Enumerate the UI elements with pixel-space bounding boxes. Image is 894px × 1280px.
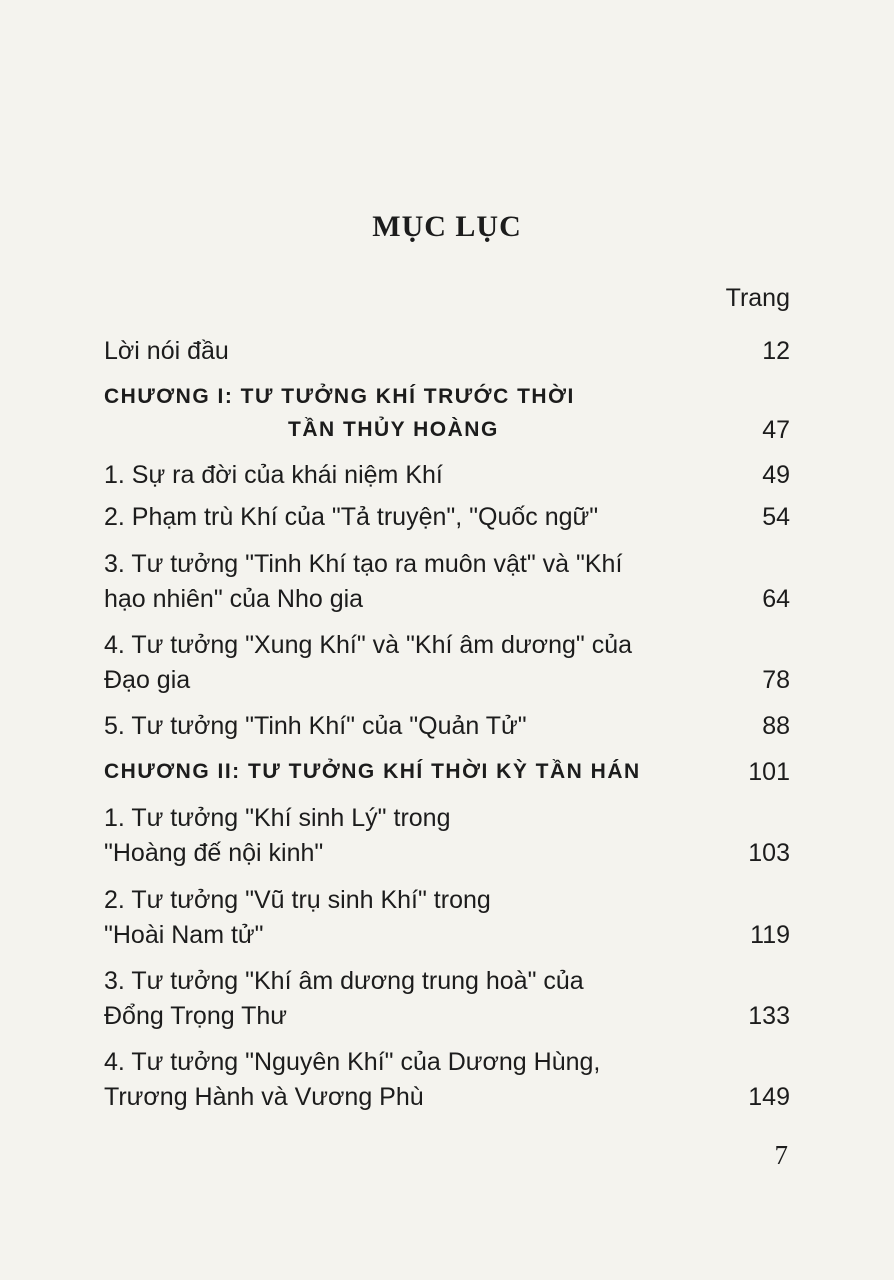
toc-entry-page: 47	[762, 416, 790, 444]
toc-entry	[104, 628, 790, 662]
toc-entry-text: Lời nói đầu	[104, 337, 229, 365]
toc-entry	[104, 547, 790, 581]
toc-entry-text: 2. Tư tưởng "Vũ trụ sinh Khí" trong	[104, 886, 491, 914]
toc-entry-text: 4. Tư tưởng "Xung Khí" và "Khí âm dương" của	[104, 631, 633, 659]
toc-entry-page: 54	[762, 503, 790, 531]
toc-chapter-heading	[104, 413, 790, 447]
toc-entry-page: 119	[750, 921, 790, 949]
toc-entry-text: 4. Tư tưởng "Nguyên Khí" của Dương Hùng,	[104, 1048, 601, 1076]
toc-entry-text: 5. Tư tưởng "Tinh Khí" của "Quản Tử"	[104, 712, 527, 740]
toc-chapter-heading	[104, 380, 790, 414]
toc-entry-text: hạo nhiên" của Nho gia	[104, 585, 364, 613]
toc-entry-text: 3. Tư tưởng "Tinh Khí tạo ra muôn vật" và "Khí	[104, 550, 623, 578]
toc-entry-text: CHƯƠNG I: TƯ TƯỞNG KHÍ TRƯỚC THỜI	[104, 385, 575, 408]
toc-entry	[104, 999, 790, 1033]
toc-entry	[104, 709, 790, 743]
page-number: 7	[774, 1140, 788, 1170]
toc-entry	[104, 1080, 790, 1114]
toc-entry-text: 2. Phạm trù Khí của "Tả truyện", "Quốc ngữ"	[104, 503, 599, 531]
toc-entry-text: 1. Sự ra đời của khái niệm Khí	[104, 461, 443, 489]
page-title: MỤC LỤC	[372, 210, 522, 243]
toc-entry	[104, 801, 790, 835]
toc-entry	[104, 964, 790, 998]
toc-entry	[104, 334, 790, 368]
page-column-header: Trang	[725, 284, 790, 312]
toc-chapter-heading	[104, 755, 790, 789]
toc-entry	[104, 1045, 790, 1079]
toc-entry-text: 1. Tư tưởng "Khí sinh Lý" trong	[104, 804, 451, 832]
toc-entry-page: 133	[748, 1002, 790, 1030]
toc-entry	[104, 918, 790, 952]
toc-entry	[104, 663, 790, 697]
toc-entry-page: 149	[748, 1083, 790, 1111]
toc-entry-text: 3. Tư tưởng "Khí âm dương trung hoà" của	[104, 967, 584, 995]
toc-entry	[104, 458, 790, 492]
toc-entry-page: 64	[762, 585, 790, 613]
toc-entry	[104, 582, 790, 616]
toc-entry-page: 12	[762, 337, 790, 365]
toc-entry	[104, 883, 790, 917]
toc-entry-page: 49	[762, 461, 790, 489]
toc-entry-text: TẦN THỦY HOÀNG	[288, 418, 499, 441]
toc-entry-page: 88	[762, 712, 790, 740]
toc-entry-text: Đạo gia	[104, 666, 191, 694]
toc-entry-text: CHƯƠNG II: TƯ TƯỞNG KHÍ THỜI KỲ TẦN HÁN	[104, 760, 641, 783]
toc-entry-page: 78	[762, 666, 790, 694]
toc-entry-page: 101	[748, 758, 790, 786]
toc-entry	[104, 500, 790, 534]
toc-entry-page: 103	[748, 839, 790, 867]
toc-entry-text: "Hoàng đế nội kinh"	[104, 839, 324, 867]
toc-entry-text: Đổng Trọng Thư	[104, 1002, 288, 1030]
toc-entry-text: "Hoài Nam tử"	[104, 921, 264, 949]
toc-entry-text: Trương Hành và Vương Phù	[104, 1083, 424, 1111]
toc-entry	[104, 836, 790, 870]
